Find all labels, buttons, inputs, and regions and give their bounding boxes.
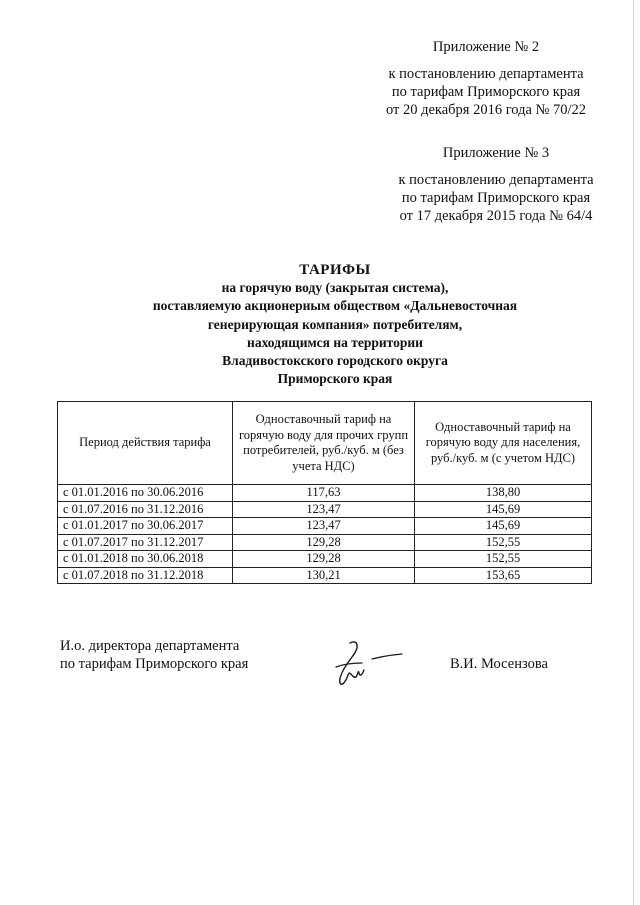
appendix-2-number: Приложение № 2 xyxy=(432,39,540,55)
signature-block xyxy=(60,637,600,697)
title-line: Приморского края xyxy=(277,371,393,387)
cell-population: 153,65 xyxy=(415,567,592,584)
title-line: поставляемую акционерным обществом «Дальневосточная xyxy=(152,298,518,314)
cell-other: 130,21 xyxy=(233,567,415,584)
appendix-3-header xyxy=(388,144,604,225)
cell-other: 129,28 xyxy=(233,551,415,568)
document-title: ТАРИФЫ xyxy=(299,262,371,278)
header-other-consumers: Одноставочный тариф на горячую воду для прочих групп потребителей, руб./куб. м (без учета НДС) xyxy=(233,402,415,485)
cell-population: 145,69 xyxy=(415,501,592,518)
title-line: на горячую воду (закрытая система), xyxy=(221,280,449,295)
cell-population: 152,55 xyxy=(415,551,592,568)
appendix-3-line: по тарифам Приморского края xyxy=(401,190,591,206)
title-line: находящимся на территории xyxy=(247,334,423,350)
appendix-3-line: к постановлению департамента xyxy=(398,172,594,188)
appendix-2-line: к постановлению департамента xyxy=(388,66,584,82)
cell-period: с 01.07.2016 по 31.12.2016 xyxy=(58,501,233,518)
cell-period: с 01.01.2017 по 30.06.2017 xyxy=(58,518,233,535)
table-row xyxy=(58,551,592,568)
cell-period: с 01.07.2017 по 31.12.2017 xyxy=(58,534,233,551)
table-row xyxy=(58,567,592,584)
cell-other: 123,47 xyxy=(233,518,415,535)
tariff-table xyxy=(57,401,592,584)
scan-edge-line xyxy=(633,0,634,905)
signatory-name: В.И. Мосензова xyxy=(450,656,548,672)
signatory-title xyxy=(60,637,248,673)
header-population: Одноставочный тариф на горячую воду для населения, руб./куб. м (с учетом НДС) xyxy=(415,402,592,485)
cell-other: 123,47 xyxy=(233,501,415,518)
title-line: Владивостокского городского округа xyxy=(222,353,448,369)
appendix-2-header xyxy=(368,38,604,119)
cell-period: с 01.07.2018 по 31.12.2018 xyxy=(58,567,233,584)
cell-population: 138,80 xyxy=(415,485,592,502)
table-row xyxy=(58,534,592,551)
title-line: генерирующая компания» потребителям, xyxy=(207,316,463,332)
cell-period: с 01.01.2018 по 30.06.2018 xyxy=(58,551,233,568)
signatory-title-line: И.о. директора департамента xyxy=(60,638,240,654)
cell-other: 129,28 xyxy=(233,534,415,551)
signatory-title-line: по тарифам Приморского края xyxy=(60,656,249,672)
appendix-3-line: от 17 декабря 2015 года № 64/4 xyxy=(399,208,593,224)
handwritten-signature xyxy=(322,637,412,689)
appendix-3-number: Приложение № 3 xyxy=(442,145,550,161)
cell-population: 152,55 xyxy=(415,534,592,551)
cell-period: с 01.01.2016 по 30.06.2016 xyxy=(58,485,233,502)
appendix-2-line: от 20 декабря 2016 года № 70/22 xyxy=(385,102,587,118)
table-row xyxy=(58,501,592,518)
cell-other: 117,63 xyxy=(233,485,415,502)
table-header-row xyxy=(58,402,592,485)
document-title-block xyxy=(80,261,590,389)
table-row xyxy=(58,518,592,535)
header-period: Период действия тарифа xyxy=(58,402,233,485)
cell-population: 145,69 xyxy=(415,518,592,535)
table-row xyxy=(58,485,592,502)
appendix-2-line: по тарифам Приморского края xyxy=(391,84,581,100)
